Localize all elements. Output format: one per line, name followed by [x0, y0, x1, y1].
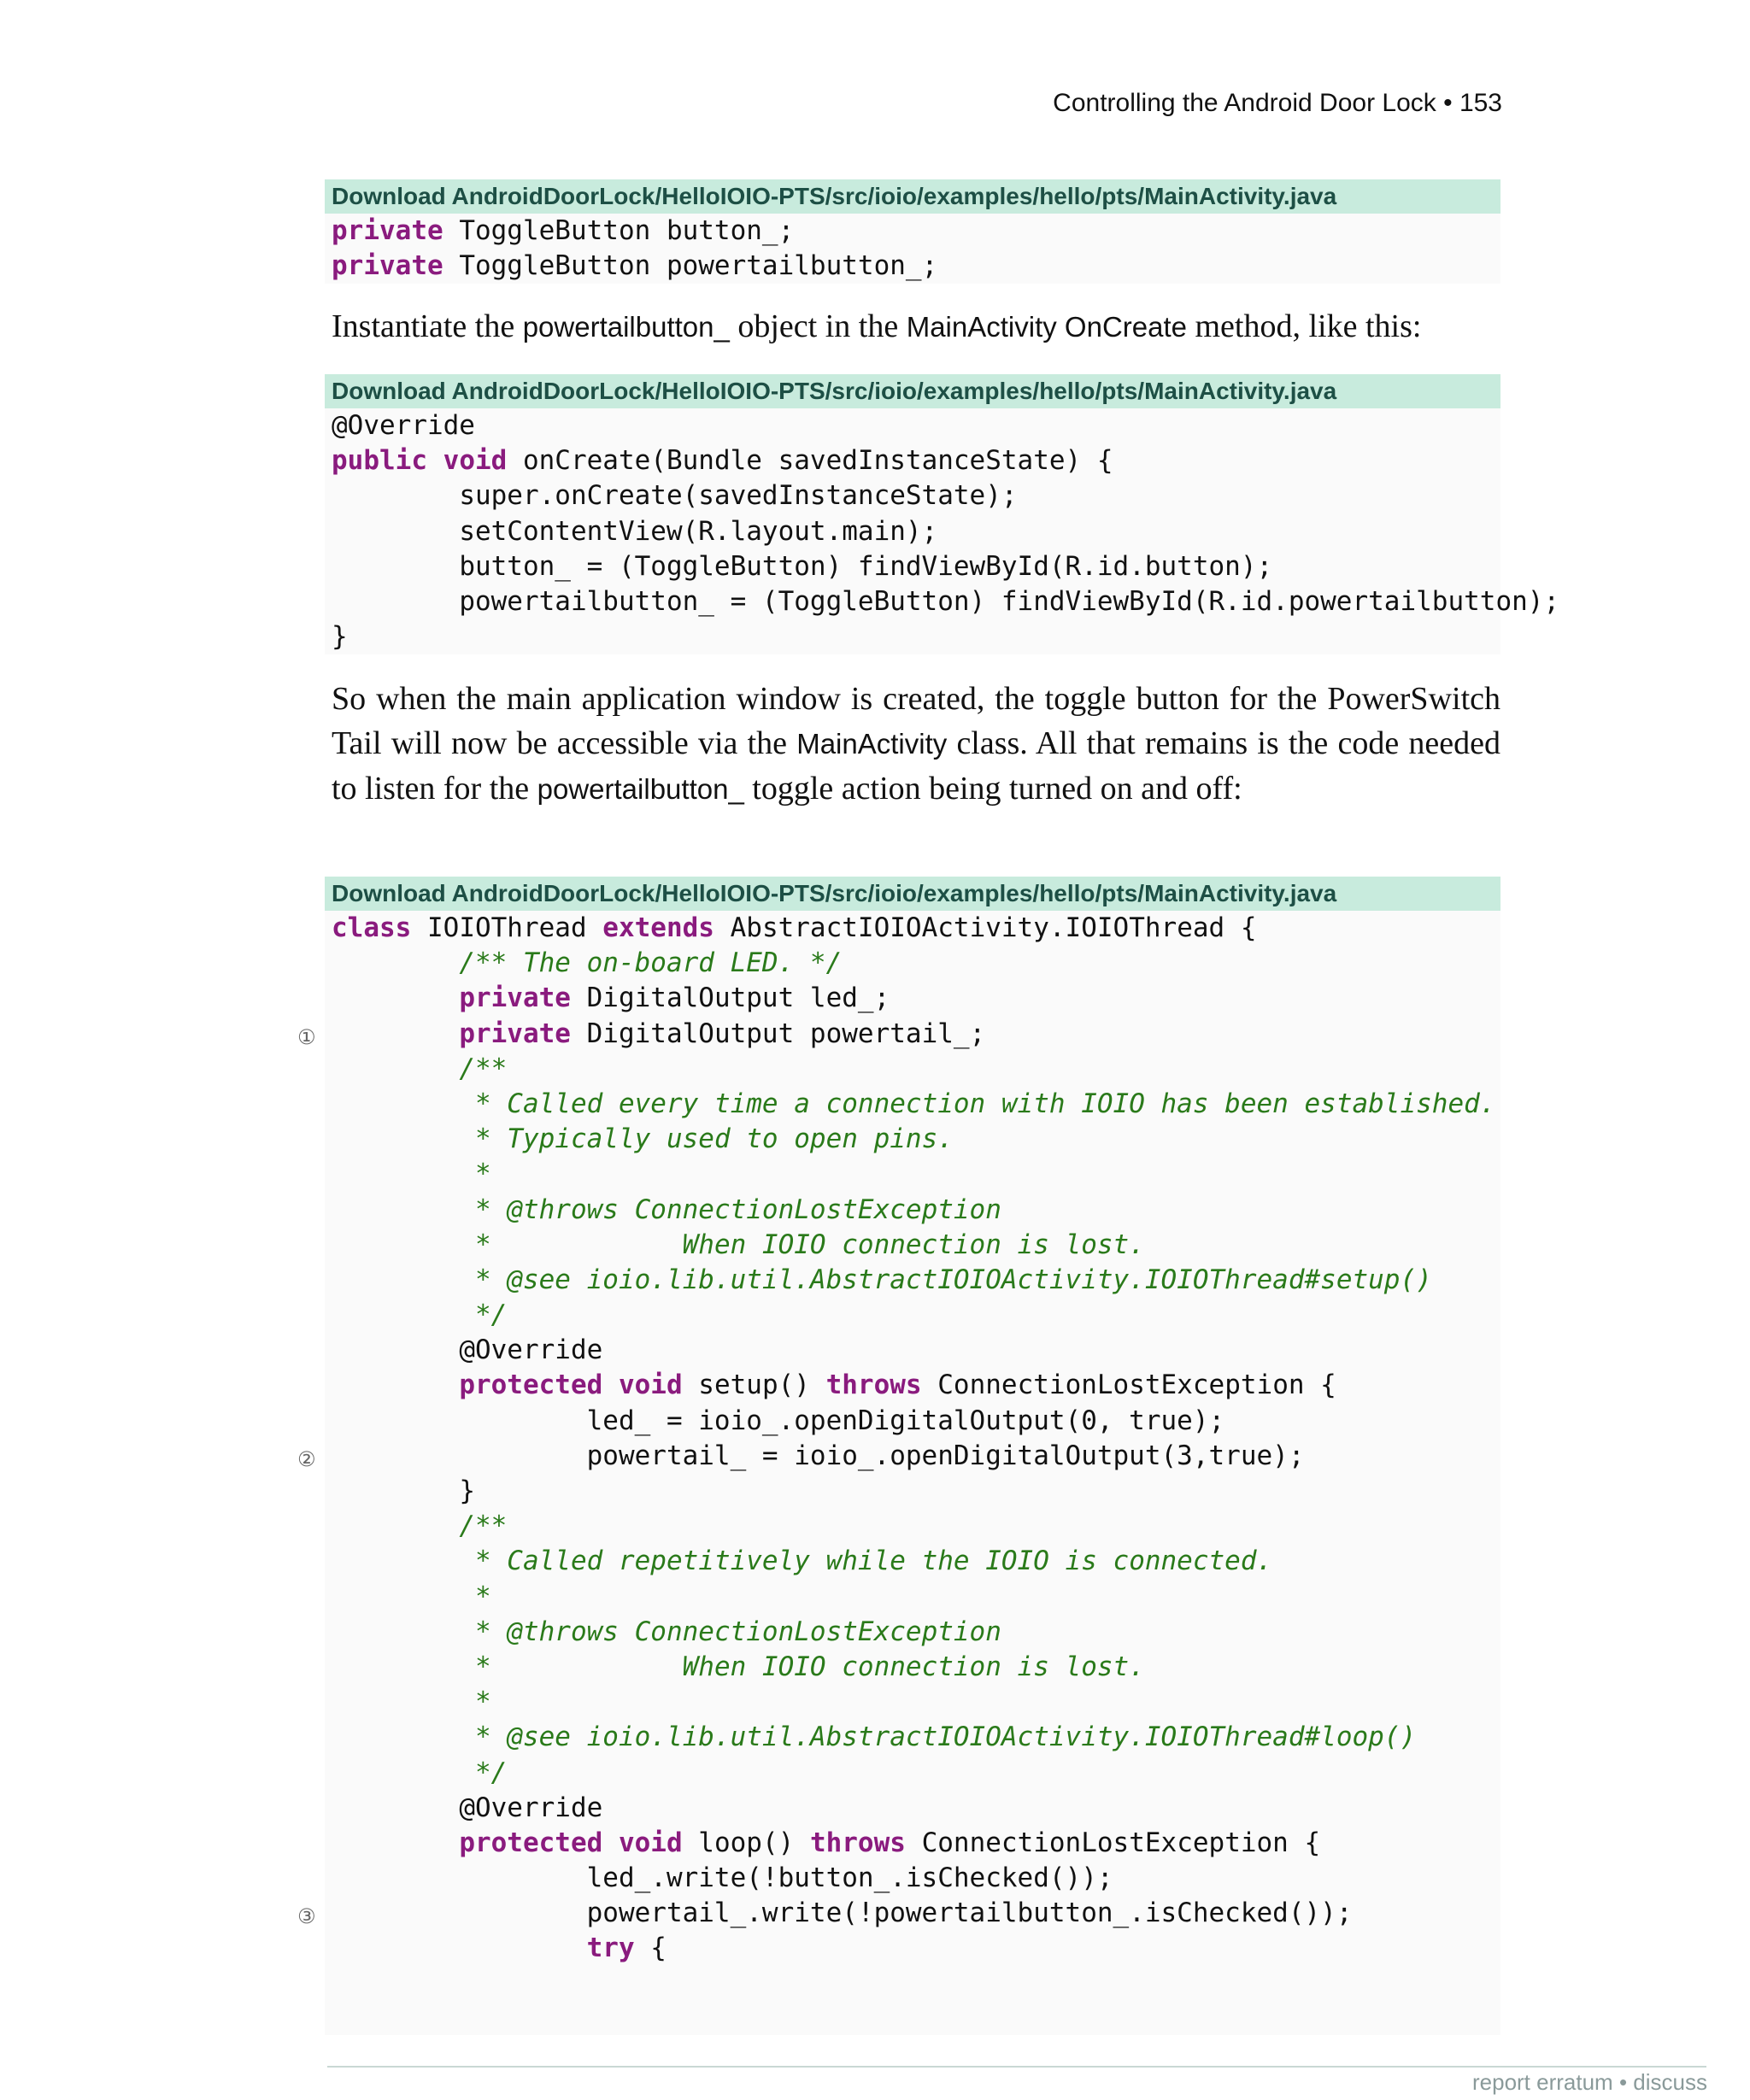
code-listing-ioiothread	[297, 877, 1500, 2035]
code-indent	[332, 1862, 587, 1893]
code-line	[332, 408, 1500, 443]
running-head: Controlling the Android Door Lock • 153	[1053, 89, 1502, 117]
code-token: IOIOThread	[411, 912, 603, 943]
text-run: toggle action being turned on and off:	[743, 771, 1242, 807]
code-token	[427, 445, 443, 476]
text-run: Instantiate the	[332, 308, 523, 344]
code-comment: * @see ioio.lib.util.AbstractIOIOActivity.IOIOThread#setup()	[474, 1264, 1432, 1295]
code-comment: * When IOIO connection is lost.	[474, 1229, 1145, 1260]
code-line	[332, 1228, 1500, 1263]
code-keyword: void	[618, 1827, 683, 1858]
paragraph-instantiate	[332, 304, 1500, 349]
code-indent	[332, 1370, 459, 1400]
code-token: @Override	[459, 1792, 603, 1823]
code-indent	[332, 1334, 459, 1365]
code-indent	[332, 1053, 459, 1084]
code-token: ConnectionLostException {	[905, 1827, 1321, 1858]
code-keyword: class	[332, 912, 412, 943]
code-indent	[332, 1757, 475, 1788]
inline-code-term: MainActivity OnCreate	[906, 311, 1187, 343]
code-keyword: protected	[459, 1370, 603, 1401]
code-indent	[332, 1546, 475, 1576]
code-comment: * Called every time a connection with IOIO has been established.	[474, 1088, 1496, 1119]
code-line	[332, 1650, 1500, 1685]
code-token: ConnectionLostException {	[921, 1370, 1336, 1401]
code-line	[332, 1580, 1500, 1615]
code-token: setup()	[682, 1370, 826, 1401]
code-indent	[332, 1123, 475, 1154]
code-comment: *	[474, 1159, 491, 1190]
code-token: super.onCreate(savedInstanceState);	[459, 480, 1018, 512]
code-token: ToggleButton button_;	[443, 215, 795, 246]
code-keyword: private	[459, 1018, 571, 1049]
code-indent	[332, 1229, 475, 1260]
listing-download-link[interactable]: Download AndroidDoorLock/HelloIOIO-PTS/src/ioio/examples/hello/pts/MainActivity.java	[325, 374, 1500, 408]
code-token: DigitalOutput powertail_;	[570, 1018, 986, 1049]
code-indent	[332, 1722, 475, 1752]
discuss-link[interactable]: discuss	[1633, 2069, 1707, 2095]
code-keyword: private	[459, 983, 571, 1014]
code-line	[297, 1896, 1500, 1931]
code-line	[332, 1756, 1500, 1791]
code-listing-fields	[325, 179, 1500, 284]
footer-separator: •	[1618, 2069, 1628, 2095]
code-line	[332, 1685, 1500, 1720]
text-run: method, like this:	[1187, 308, 1422, 344]
code-line	[332, 1193, 1500, 1228]
code-indent	[332, 983, 459, 1013]
code-indent	[332, 947, 459, 978]
code-token: ToggleButton powertailbutton_;	[443, 250, 938, 282]
footer-rule	[327, 2066, 1706, 2068]
code-indent	[332, 1933, 587, 1963]
code-line	[332, 1931, 1500, 1966]
code-keyword: public	[332, 445, 427, 477]
code-line	[332, 549, 1500, 584]
code-line	[332, 1404, 1500, 1439]
callout-marker: ②	[297, 1446, 316, 1471]
text-run: So when the main application window is created, the toggle button for the PowerSwitch Tail will now be accessible via the	[332, 681, 1500, 761]
code-indent	[332, 551, 459, 582]
code-line	[332, 478, 1500, 513]
code-indent	[332, 1651, 475, 1682]
code-indent	[332, 1440, 587, 1471]
code-comment: *	[474, 1686, 491, 1718]
code-listing-oncreate	[325, 374, 1560, 654]
code-indent	[332, 480, 459, 511]
inline-code-term: MainActivity	[796, 728, 948, 760]
code-line	[297, 1017, 1500, 1052]
paragraph-explanation	[332, 677, 1500, 812]
code-line	[332, 1298, 1500, 1333]
code-keyword: protected	[459, 1827, 603, 1858]
code-token: }	[459, 1475, 475, 1506]
code-line	[332, 1544, 1500, 1579]
code-token: led_.write(!button_.isChecked());	[586, 1862, 1113, 1894]
code-token	[602, 1370, 619, 1400]
code-token: @Override	[459, 1334, 603, 1366]
code-line	[332, 1157, 1500, 1192]
code-indent	[332, 1581, 475, 1612]
code-indent	[332, 1018, 459, 1049]
code-line	[332, 1720, 1500, 1755]
code-token: button_ = (ToggleButton) findViewById(R.id.button);	[459, 550, 1273, 582]
code-keyword: private	[332, 250, 443, 282]
code-token: led_ = ioio_.openDigitalOutput(0, true);	[586, 1405, 1225, 1436]
code-comment: *	[474, 1581, 491, 1612]
code-keyword: throws	[825, 1370, 922, 1401]
code-line	[332, 214, 1500, 249]
code-line	[332, 1861, 1500, 1896]
code-indent	[332, 1405, 587, 1436]
code-line	[332, 1333, 1500, 1368]
code-line	[332, 1052, 1500, 1087]
code-line	[332, 911, 1500, 946]
code-comment: * When IOIO connection is lost.	[474, 1651, 1145, 1682]
code-line	[332, 1474, 1500, 1509]
code-block	[297, 911, 1500, 2035]
code-token: powertail_ = ioio_.openDigitalOutput(3,true);	[586, 1440, 1305, 1471]
code-block	[325, 214, 1500, 284]
code-indent	[332, 1299, 475, 1330]
code-token: powertailbutton_ = (ToggleButton) findViewById(R.id.powertailbutton);	[459, 585, 1560, 617]
code-indent	[332, 586, 459, 617]
code-indent	[332, 516, 459, 547]
code-line	[332, 1615, 1500, 1650]
footer	[1472, 2069, 1707, 2096]
code-comment: */	[474, 1757, 508, 1788]
code-comment: * @throws ConnectionLostException	[474, 1616, 1001, 1647]
code-indent	[332, 1616, 475, 1647]
code-indent	[332, 1159, 475, 1189]
code-line	[297, 1439, 1500, 1474]
code-line	[332, 619, 1500, 654]
code-indent	[332, 1686, 475, 1717]
code-keyword: extends	[602, 912, 714, 943]
code-comment: /**	[459, 1053, 508, 1084]
code-comment: * Called repetitively while the IOIO is connected.	[474, 1546, 1273, 1577]
code-token: @Override	[332, 410, 475, 441]
code-keyword: void	[443, 445, 508, 477]
callout-marker: ③	[297, 1904, 316, 1929]
code-token: AbstractIOIOActivity.IOIOThread {	[714, 912, 1257, 943]
code-keyword: try	[586, 1933, 635, 1964]
code-line	[332, 1368, 1500, 1403]
code-line	[332, 514, 1500, 549]
code-comment: /**	[459, 1510, 508, 1542]
code-token: onCreate(Bundle savedInstanceState) {	[507, 445, 1113, 477]
code-line	[332, 443, 1500, 478]
code-line	[332, 1791, 1500, 1826]
code-line	[332, 1087, 1500, 1122]
code-line	[332, 1509, 1500, 1544]
code-line	[332, 1826, 1500, 1861]
text-run: object in the	[729, 308, 907, 344]
code-token: DigitalOutput led_;	[570, 983, 890, 1014]
code-indent	[332, 1475, 459, 1506]
code-token: powertail_.write(!powertailbutton_.isChecked());	[586, 1898, 1353, 1929]
code-token: setContentView(R.layout.main);	[459, 515, 938, 547]
code-comment: * @throws ConnectionLostException	[474, 1194, 1001, 1225]
code-indent	[332, 1792, 459, 1823]
inline-code-term: powertailbutton_	[522, 311, 730, 343]
text-run: class. All that remains is the code needed to listen for the	[332, 725, 1500, 807]
code-keyword: throws	[809, 1827, 906, 1858]
code-token	[602, 1827, 619, 1858]
code-indent	[332, 1827, 459, 1858]
callout-marker: ①	[297, 1024, 316, 1049]
code-comment: * Typically used to open pins.	[474, 1123, 954, 1155]
code-line	[332, 249, 1500, 284]
code-token: loop()	[682, 1827, 810, 1858]
code-indent	[332, 1264, 475, 1295]
listing-download-link[interactable]: Download AndroidDoorLock/HelloIOIO-PTS/src/ioio/examples/hello/pts/MainActivity.java	[325, 179, 1500, 214]
code-line	[332, 584, 1560, 619]
code-line	[332, 1122, 1500, 1157]
code-comment: */	[474, 1299, 508, 1331]
code-indent	[332, 1510, 459, 1541]
code-keyword: void	[618, 1370, 683, 1401]
code-indent	[332, 1194, 475, 1225]
code-comment: * @see ioio.lib.util.AbstractIOIOActivity.IOIOThread#loop()	[474, 1722, 1417, 1753]
report-erratum-link[interactable]: report erratum	[1471, 2069, 1613, 2095]
code-keyword: private	[332, 215, 443, 246]
inline-code-term: powertailbutton_	[537, 773, 744, 805]
code-indent	[332, 1088, 475, 1119]
code-line	[332, 1263, 1500, 1298]
code-indent	[332, 1898, 587, 1928]
code-comment: /** The on-board LED. */	[459, 947, 843, 979]
code-line	[332, 981, 1500, 1016]
code-token: {	[634, 1933, 667, 1964]
code-token: }	[332, 621, 348, 653]
listing-download-link[interactable]: Download AndroidDoorLock/HelloIOIO-PTS/src/ioio/examples/hello/pts/MainActivity.java	[325, 877, 1500, 911]
code-block	[325, 408, 1560, 654]
code-line	[332, 946, 1500, 981]
